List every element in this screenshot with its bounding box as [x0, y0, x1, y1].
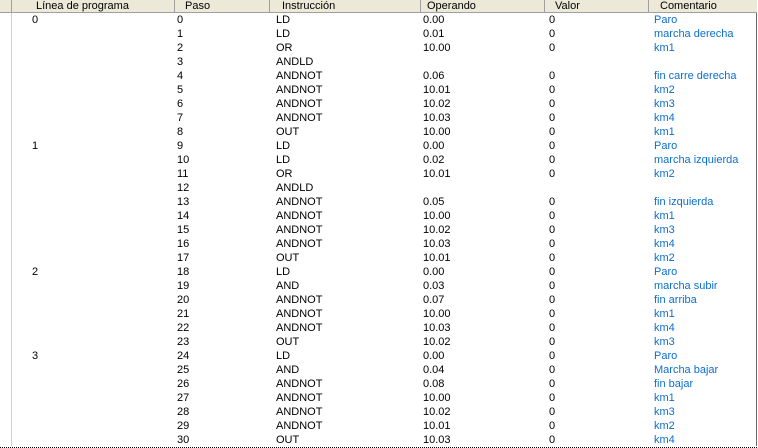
table-row[interactable] [0, 111, 757, 125]
cell-operand [423, 55, 543, 69]
cell-instruction: ANDNOT [276, 224, 323, 236]
cell-step: 23 [177, 336, 190, 348]
cell-line-number [32, 363, 172, 377]
cell-comment: km1 [654, 392, 675, 404]
cell-comment: km3 [654, 224, 675, 236]
cell-step: 21 [177, 308, 190, 320]
table-row[interactable] [0, 293, 757, 307]
cell-comment: Paro [654, 140, 678, 152]
cell-line-number [32, 377, 172, 391]
cell-comment: Paro [654, 14, 678, 26]
cell-operand: 0.00 [423, 14, 445, 26]
cell-step: 7 [177, 112, 184, 124]
cell-value: 0 [549, 420, 556, 432]
cell-value: 0 [549, 42, 556, 54]
table-row[interactable] [0, 223, 757, 237]
cell-comment: km2 [654, 252, 675, 264]
table-row[interactable] [0, 41, 757, 55]
cell-operand: 0.00 [423, 266, 445, 278]
cell-value: 0 [549, 168, 556, 180]
cell-line-number [32, 55, 172, 69]
cell-comment [654, 55, 757, 69]
cell-line-number [32, 293, 172, 307]
cell-instruction: ANDNOT [276, 238, 323, 250]
cell-operand: 0.06 [423, 70, 445, 82]
cell-instruction: ANDNOT [276, 392, 323, 404]
cell-line-number [32, 181, 172, 195]
cell-instruction: LD [276, 266, 291, 278]
cell-line-number [32, 223, 172, 237]
cell-comment: km1 [654, 126, 675, 138]
table-row[interactable] [0, 363, 757, 377]
cell-comment: Paro [654, 266, 678, 278]
cell-instruction: ANDNOT [276, 308, 323, 320]
cell-step: 26 [177, 378, 190, 390]
cell-step: 13 [177, 196, 190, 208]
cell-operand: 10.01 [423, 252, 451, 264]
cell-comment: marcha subir [654, 280, 718, 292]
cell-value: 0 [549, 266, 556, 278]
cell-value: 0 [549, 70, 556, 82]
cell-operand [423, 181, 543, 195]
cell-step: 30 [177, 434, 190, 446]
cell-line-number [32, 195, 172, 209]
table-row[interactable] [0, 391, 757, 405]
cell-step: 15 [177, 224, 190, 236]
cell-step: 19 [177, 280, 190, 292]
cell-operand: 10.00 [423, 308, 451, 320]
cell-comment: km4 [654, 322, 675, 334]
cell-instruction: ANDNOT [276, 420, 323, 432]
cell-step: 5 [177, 84, 184, 96]
cell-comment: km3 [654, 406, 675, 418]
cell-step: 17 [177, 252, 190, 264]
cell-line-number: 3 [32, 350, 39, 362]
cell-instruction: OUT [276, 336, 300, 348]
cell-line-number [32, 433, 172, 447]
cell-line-number [32, 111, 172, 125]
table-row[interactable] [0, 167, 757, 181]
cell-line-number: 1 [32, 140, 39, 152]
cell-operand: 10.03 [423, 112, 451, 124]
cell-line-number [32, 41, 172, 55]
cell-instruction: AND [276, 364, 300, 376]
cell-instruction: ANDLD [276, 56, 314, 68]
cell-instruction: ANDNOT [276, 98, 323, 110]
cell-line-number [32, 251, 172, 265]
cell-line-number [32, 237, 172, 251]
cell-step: 16 [177, 238, 190, 250]
cell-operand: 0.02 [423, 154, 445, 166]
cell-operand: 10.01 [423, 420, 451, 432]
cell-operand: 10.02 [423, 336, 451, 348]
cell-value: 0 [549, 280, 556, 292]
cell-step: 28 [177, 406, 190, 418]
column-header-step[interactable]: Paso [175, 0, 270, 12]
cell-step: 6 [177, 98, 184, 110]
cell-line-number: 2 [32, 266, 39, 278]
cell-operand: 0.00 [423, 350, 445, 362]
cell-operand: 0.01 [423, 28, 445, 40]
cell-comment: km1 [654, 42, 675, 54]
cell-comment: fin bajar [654, 378, 694, 390]
table-row[interactable] [0, 279, 757, 293]
table-header [0, 0, 757, 13]
cell-line-number [32, 405, 172, 419]
cell-value: 0 [549, 112, 556, 124]
cell-value: 0 [549, 308, 556, 320]
cell-value: 0 [549, 84, 556, 96]
cell-comment: km3 [654, 336, 675, 348]
cell-value: 0 [549, 294, 556, 306]
cell-value: 0 [549, 336, 556, 348]
cell-value: 0 [549, 126, 556, 138]
table-row[interactable] [0, 209, 757, 223]
cell-line-number [32, 125, 172, 139]
cell-value: 0 [549, 224, 556, 236]
cell-comment: km2 [654, 420, 675, 432]
cell-comment: Marcha bajar [654, 364, 719, 376]
cell-value: 0 [549, 154, 556, 166]
cell-line-number [32, 97, 172, 111]
cell-step: 3 [177, 56, 184, 68]
cell-value: 0 [549, 210, 556, 222]
cell-line-number [32, 307, 172, 321]
cell-instruction: LD [276, 28, 291, 40]
cell-comment: fin arriba [654, 294, 697, 306]
column-header-operand[interactable]: Operando [421, 0, 545, 12]
cell-instruction: ANDNOT [276, 294, 323, 306]
cell-instruction: ANDLD [276, 182, 314, 194]
cell-instruction: OR [276, 168, 293, 180]
table-row[interactable] [0, 237, 757, 251]
cell-operand: 0.05 [423, 196, 445, 208]
cell-value: 0 [549, 350, 556, 362]
cell-line-number [32, 153, 172, 167]
cell-operand: 10.00 [423, 210, 451, 222]
cell-line-number [32, 69, 172, 83]
cell-operand: 10.03 [423, 238, 451, 250]
cell-line-number: 0 [32, 14, 39, 26]
cell-instruction: ANDNOT [276, 406, 323, 418]
table-row[interactable] [0, 377, 757, 391]
table-row[interactable] [0, 349, 757, 363]
cell-comment: fin carre derecha [654, 70, 737, 82]
cell-step: 10 [177, 154, 190, 166]
cell-operand: 0.04 [423, 364, 445, 376]
cell-step: 8 [177, 126, 184, 138]
cell-instruction: ANDNOT [276, 378, 323, 390]
cell-instruction: LD [276, 14, 291, 26]
cell-step: 18 [177, 266, 190, 278]
cell-instruction: LD [276, 140, 291, 152]
cell-step: 25 [177, 364, 190, 376]
cell-value: 0 [549, 28, 556, 40]
cell-instruction: LD [276, 350, 291, 362]
cell-operand: 10.02 [423, 224, 451, 236]
cell-step: 2 [177, 42, 184, 54]
table-body [0, 13, 757, 448]
cell-instruction: OUT [276, 126, 300, 138]
cell-instruction: LD [276, 154, 291, 166]
table-row[interactable] [0, 97, 757, 111]
cell-operand: 10.01 [423, 168, 451, 180]
cell-comment: marcha izquierda [654, 154, 739, 166]
table-row[interactable] [0, 307, 757, 321]
cell-operand: 0.00 [423, 140, 445, 152]
cell-line-number [32, 27, 172, 41]
cell-comment: km1 [654, 308, 675, 320]
cell-value [549, 55, 639, 69]
cell-step: 27 [177, 392, 190, 404]
table-row[interactable] [0, 83, 757, 97]
table-row[interactable] [0, 55, 757, 69]
column-header-line[interactable]: Línea de programa [12, 0, 175, 12]
cell-instruction: AND [276, 280, 300, 292]
cell-instruction: ANDNOT [276, 112, 323, 124]
table-row[interactable] [0, 419, 757, 433]
cell-step: 0 [177, 14, 184, 26]
cell-operand: 10.03 [423, 322, 451, 334]
column-header-comment[interactable]: Comentario [660, 0, 717, 12]
table-row[interactable] [0, 69, 757, 83]
cell-value: 0 [549, 98, 556, 110]
table-row[interactable] [0, 153, 757, 167]
cell-step: 1 [177, 28, 184, 40]
table-row[interactable] [0, 251, 757, 265]
cell-line-number [32, 321, 172, 335]
table-row[interactable] [0, 405, 757, 419]
cell-value: 0 [549, 196, 556, 208]
cell-comment: Paro [654, 350, 678, 362]
cell-value: 0 [549, 406, 556, 418]
cell-step: 20 [177, 294, 190, 306]
table-row[interactable] [0, 265, 757, 279]
cell-step: 11 [177, 168, 189, 180]
cell-step: 14 [177, 210, 190, 222]
cell-operand: 10.00 [423, 392, 451, 404]
cell-comment: marcha derecha [654, 28, 734, 40]
cell-value: 0 [549, 140, 556, 152]
cell-step: 24 [177, 350, 190, 362]
cell-line-number [32, 419, 172, 433]
cell-value: 0 [549, 238, 556, 250]
cell-instruction: OR [276, 42, 293, 54]
cell-comment [654, 181, 757, 195]
cell-instruction: OUT [276, 434, 300, 446]
cell-instruction: ANDNOT [276, 196, 323, 208]
cell-operand: 10.01 [423, 84, 451, 96]
cell-instruction: OUT [276, 252, 300, 264]
cell-operand: 0.03 [423, 280, 445, 292]
cell-comment: km4 [654, 238, 675, 250]
column-header-value[interactable]: Valor [545, 0, 649, 12]
cell-line-number [32, 335, 172, 349]
cell-line-number [32, 279, 172, 293]
cell-line-number [32, 209, 172, 223]
column-header-instruction[interactable]: Instrucción [270, 0, 421, 12]
cell-value: 0 [549, 392, 556, 404]
cell-value: 0 [549, 252, 556, 264]
cell-comment: km3 [654, 98, 675, 110]
table-row[interactable] [0, 335, 757, 349]
cell-instruction: ANDNOT [276, 84, 323, 96]
cell-operand: 10.00 [423, 126, 451, 138]
table-row[interactable] [0, 125, 757, 139]
cell-step: 29 [177, 420, 190, 432]
cell-operand: 0.07 [423, 294, 445, 306]
cell-operand: 0.08 [423, 378, 445, 390]
cell-value: 0 [549, 378, 556, 390]
cell-operand: 10.02 [423, 406, 451, 418]
cell-comment: km2 [654, 84, 675, 96]
table-row[interactable] [0, 195, 757, 209]
cell-comment: km4 [654, 434, 675, 446]
cell-operand: 10.02 [423, 98, 451, 110]
cell-step: 22 [177, 322, 190, 334]
table-row[interactable] [0, 139, 757, 153]
cell-operand: 10.00 [423, 42, 451, 54]
cell-instruction: ANDNOT [276, 322, 323, 334]
table-row[interactable] [0, 27, 757, 41]
table-row[interactable] [0, 13, 757, 27]
cell-line-number [32, 167, 172, 181]
cell-comment: fin izquierda [654, 196, 714, 208]
header-gutter [0, 0, 12, 12]
cell-step: 4 [177, 70, 184, 82]
cell-comment: km1 [654, 210, 675, 222]
table-row[interactable] [0, 181, 757, 195]
cell-value: 0 [549, 322, 556, 334]
cell-operand: 10.03 [423, 434, 451, 446]
cell-value [549, 181, 639, 195]
cell-step: 9 [177, 140, 184, 152]
cell-value: 0 [549, 364, 556, 376]
cell-value: 0 [549, 434, 556, 446]
cell-comment: km4 [654, 112, 675, 124]
cell-line-number [32, 83, 172, 97]
cell-comment: km2 [654, 168, 675, 180]
cell-step: 12 [177, 182, 190, 194]
cell-value: 0 [549, 14, 556, 26]
cell-instruction: ANDNOT [276, 70, 323, 82]
cell-instruction: ANDNOT [276, 210, 323, 222]
cell-line-number [32, 391, 172, 405]
table-row[interactable] [0, 321, 757, 335]
